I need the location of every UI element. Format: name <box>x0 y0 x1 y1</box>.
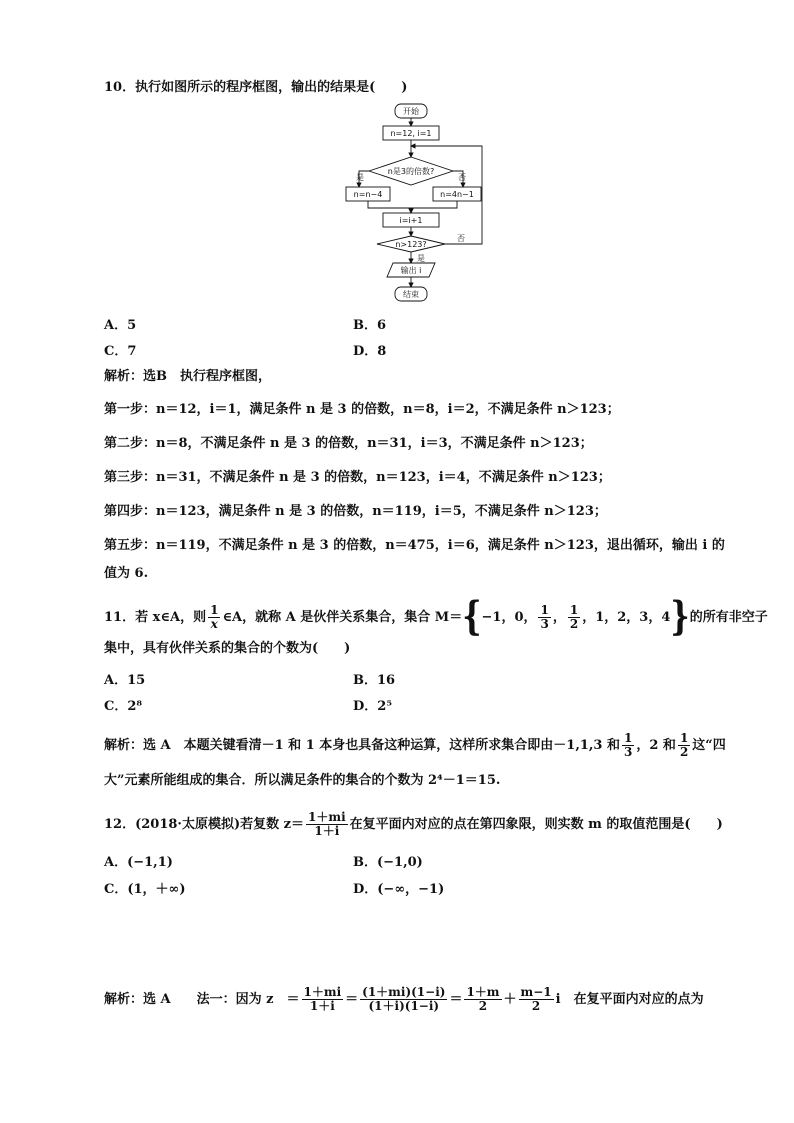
q12-stem-a: 12．(2018·太原模拟)若复数 z＝ <box>104 817 305 832</box>
frac-1-over-3-b: $\frac{1}{3}$ <box>624 731 633 759</box>
flow-right-assign: n=4n−1 <box>440 190 474 199</box>
equals-1: ＝ <box>345 992 359 1007</box>
flow-end: 结束 <box>403 290 419 299</box>
plus-sign: ＋ <box>503 992 517 1007</box>
flow-no1: 否 <box>458 173 466 182</box>
q10-step-2: 第二步：n＝8，不满足条件 n 是 3 的倍数，n＝31，i＝3，不满足条件 n＞123； <box>104 436 593 451</box>
q12-analysis-b: i 在复平面内对应的点为 <box>555 992 704 1007</box>
q12-option-b: B．(−1,0) <box>353 855 423 870</box>
q11-analysis-b: ，2 和 <box>636 738 676 753</box>
flow-incr: i=i+1 <box>399 216 423 225</box>
q11-option-d: D．2⁵ <box>353 699 393 714</box>
q11-analysis-c: 这“四 <box>692 738 726 753</box>
q12-stem <box>104 811 723 838</box>
q11-stem-line2: 集中，具有伙伴关系的集合的个数为( ) <box>104 641 351 656</box>
q10-option-c: C．7 <box>104 344 137 359</box>
flow-cond2: n>123? <box>395 240 427 249</box>
frac-1-over-2: $\frac{1}{2}$ <box>569 603 579 631</box>
flow-no2: 否 <box>457 234 465 243</box>
flow-start: 开始 <box>403 107 419 116</box>
q10-option-a: A．5 <box>104 318 137 333</box>
q11-stem-a: 11．若 x∈A，则 <box>104 610 207 625</box>
q10-option-b: B．6 <box>353 318 387 333</box>
q10-step-1: 第一步：n＝12，i＝1，满足条件 n 是 3 的倍数，n＝8，i＝2，不满足条件 n＞123； <box>104 402 620 417</box>
frac-1-over-x: $\frac{1}{x}$ <box>210 603 219 631</box>
q11-set-c: ，1，2，3，4 <box>582 610 671 625</box>
q10-option-d: D．8 <box>353 344 387 359</box>
frac-1-over-3: $\frac{1}{3}$ <box>540 603 549 631</box>
q11-stem <box>104 594 768 640</box>
flow-left-assign: n=n−4 <box>353 190 383 199</box>
flow-yes1: 是 <box>356 173 364 182</box>
q10-step-5-cont: 值为 6. <box>104 566 149 581</box>
q10-step-3: 第三步：n＝31，不满足条件 n 是 3 的倍数，n＝123，i＝4，不满足条件 n＞123； <box>104 470 611 485</box>
q11-option-a: A．15 <box>104 673 146 688</box>
q10-analysis-head: 解析：选B 执行程序框图， <box>104 369 271 384</box>
q11-option-b: B．16 <box>353 673 396 688</box>
q11-set-a: −1，0， <box>481 610 537 625</box>
q11-analysis <box>104 732 726 759</box>
frac-step-1: $\frac{1+mi}{1+i}$ <box>303 985 342 1013</box>
q10-step-4: 第四步：n＝123，满足条件 n 是 3 的倍数，n＝119，i＝5，不满足条件 n＞123； <box>104 504 607 519</box>
q10-step-5: 第五步：n＝119，不满足条件 n 是 3 的倍数，n＝475，i＝6，满足条件 n＞123，退出循环，输出 i 的 <box>104 538 725 553</box>
q12-analysis <box>104 986 704 1013</box>
frac-imag-part: $\frac{m-1}{2}$ <box>520 985 552 1013</box>
q11-analysis-a: 解析：选 A 本题关键看清－1 和 1 本身也具备这种运算，这样所求集合即由－1,1,3 和 <box>104 738 620 753</box>
q12-stem-b: 在复平面内对应的点在第四象限，则实数 m 的取值范围是( ) <box>349 817 723 832</box>
flow-init: n=12, i=1 <box>390 129 432 138</box>
q12-option-c: C．(1，＋∞) <box>104 882 186 897</box>
q11-set-b: ， <box>552 610 566 625</box>
flow-yes2: 是 <box>417 254 425 263</box>
flow-cond1: n是3的倍数? <box>387 167 435 176</box>
left-brace: { <box>462 594 482 640</box>
frac-1-over-2-b: $\frac{1}{2}$ <box>679 731 689 759</box>
q12-analysis-a: 解析：选 A 法一：因为 z ＝ <box>104 992 300 1007</box>
frac-z: $\frac{1+mi}{1+i}$ <box>308 810 346 838</box>
q11-analysis-line2: 大”元素所能组成的集合．所以满足条件的集合的个数为 2⁴－1＝15. <box>104 773 501 788</box>
q11-option-c: C．2⁸ <box>104 699 143 714</box>
flowchart <box>340 100 500 305</box>
flow-output: 输出 i <box>400 266 422 275</box>
q12-option-d: D．(−∞，−1) <box>353 882 445 897</box>
q10-stem: 10．执行如图所示的程序框图，输出的结果是( ) <box>104 80 408 95</box>
equals-2: ＝ <box>449 992 463 1007</box>
frac-step-2: $\frac{(1+mi)(1-i)}{(1+i)(1-i)}$ <box>362 985 446 1013</box>
frac-real-part: $\frac{1+m}{2}$ <box>466 985 500 1013</box>
right-brace: } <box>670 594 690 640</box>
q11-stem-b: ∈A，就称 A 是伙伴关系集合，集合 M＝ <box>222 610 463 625</box>
q11-stem-c: 的所有非空子 <box>689 610 768 625</box>
q12-option-a: A．(−1,1) <box>104 855 173 870</box>
